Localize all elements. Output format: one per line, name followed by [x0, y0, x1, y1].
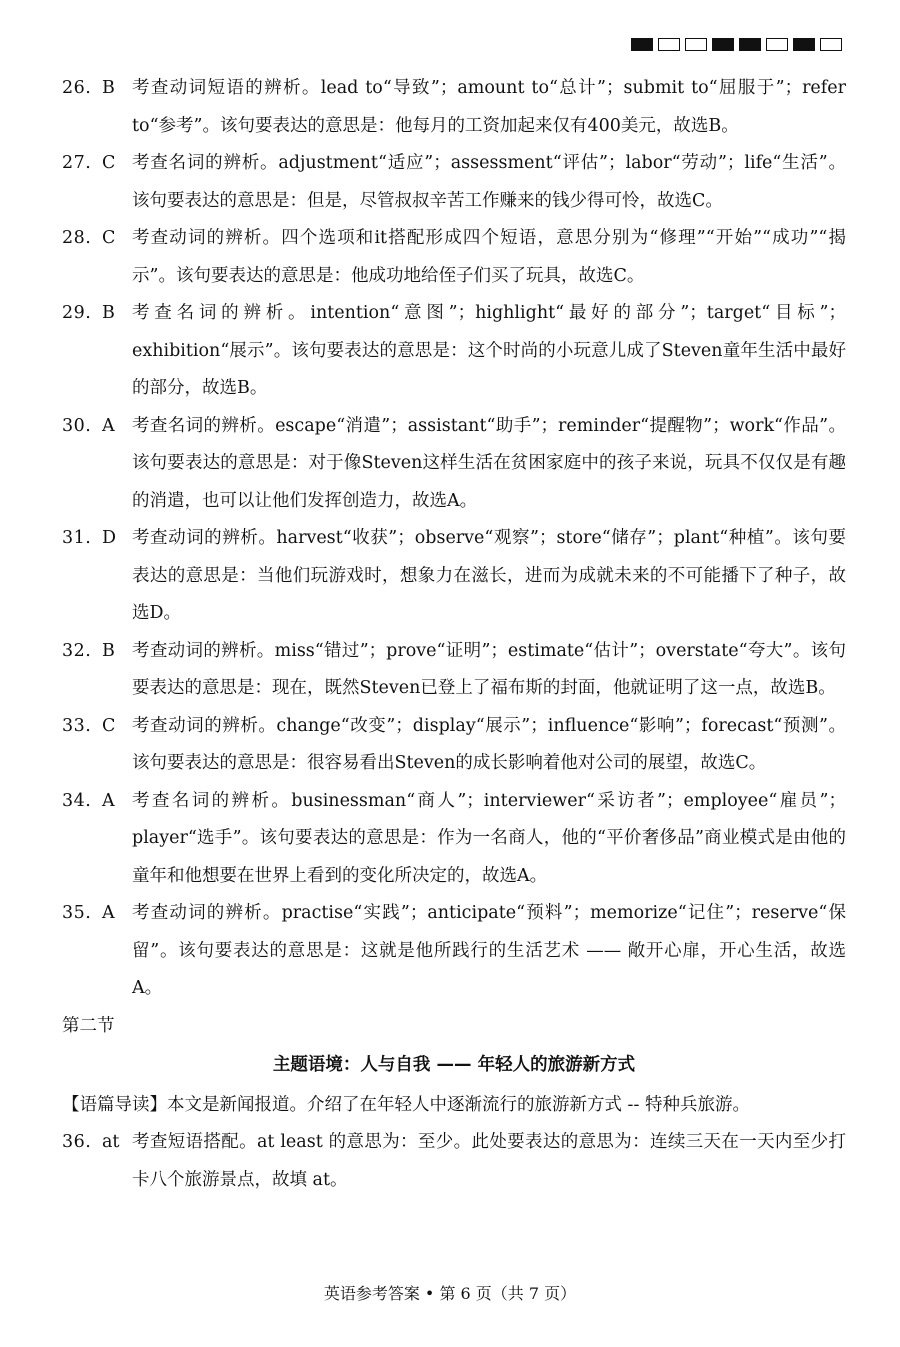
- answer-item-34: [62, 783, 846, 896]
- guide-text: 本文是新闻报道。介绍了在年轻人中逐渐流行的旅游新方式 -- 特种兵旅游。: [167, 1094, 750, 1115]
- question-number: 29.: [62, 303, 92, 323]
- answer-content: [62, 70, 846, 1199]
- answer-letter: C: [102, 715, 116, 736]
- answer-letter: B: [102, 78, 115, 98]
- page-marker-boxes: [631, 38, 842, 51]
- answer-letter: A: [102, 903, 115, 923]
- answer-letter: C: [102, 228, 116, 248]
- marker-box: [739, 38, 761, 51]
- answer-item-35: [62, 895, 846, 1008]
- answer-explanation: 考查动词的辨析。practise“实践”；anticipate“预料”；memorize“记住”；reserve“保留”。该句要表达的意思是：这就是他所践行的生活艺术 —— 敞开心扉，开心生活，故选A。: [132, 903, 846, 998]
- page-footer: 英语参考答案 • 第 6 页（共 7 页）: [323, 1284, 577, 1303]
- answer-explanation: 考查短语搭配。at least 的意思为：至少。此处要表达的意思为：连续三天在一天内至少打卡八个旅游景点，故填 at。: [132, 1132, 846, 1190]
- answer-item-29: [62, 295, 846, 408]
- answer-item-32: [62, 633, 846, 708]
- answer-item-28: [62, 220, 846, 295]
- question-number: 33.: [62, 715, 92, 736]
- question-number: 34.: [62, 790, 92, 811]
- answer-explanation: 考查名词的辨析。adjustment“适应”；assessment“评估”；labor“劳动”；life“生活”。该句要表达的意思是：但是，尽管叔叔辛苦工作赚来的钱少得可怜，故选C。: [132, 153, 846, 211]
- answer-item-27: [62, 145, 846, 220]
- answer-item-33: [62, 708, 846, 783]
- question-number: 32.: [62, 640, 92, 661]
- answer-letter: D: [102, 528, 117, 548]
- answer-explanation: 考查动词的辨析。change“改变”；display“展示”；influence“影响”；forecast“预测”。该句要表达的意思是：很容易看出Steven的成长影响着他对公司的展望，故选C。: [132, 715, 846, 773]
- answer-item-36: [62, 1124, 846, 1199]
- answer-letter: C: [102, 153, 116, 173]
- question-number: 27.: [62, 153, 92, 173]
- guide-tag: 【语篇导读】: [62, 1094, 167, 1115]
- section-label: 第二节: [62, 1015, 115, 1036]
- answer-letter: A: [102, 415, 115, 436]
- answer-item-26: [62, 70, 846, 145]
- question-number: 35.: [62, 903, 92, 923]
- marker-box: [820, 38, 842, 51]
- marker-box: [658, 38, 680, 51]
- answer-item-30: [62, 408, 846, 521]
- answer-explanation: 考查动词的辨析。harvest“收获”；observe“观察”；store“储存”；plant“种植”。该句要表达的意思是：当他们玩游戏时，想象力在滋长，进而为成就未来的不可能播下了种子，故选D。: [132, 528, 846, 623]
- answer-explanation: 考查名词的辨析。intention“意图”；highlight“最好的部分”；target“目标”；exhibition“展示”。该句要表达的意思是：这个时尚的小玩意儿成了Steven童年生活中最好的部分，故选B。: [132, 303, 846, 398]
- marker-box: [712, 38, 734, 51]
- question-number: 30.: [62, 415, 92, 436]
- answer-letter: B: [102, 640, 115, 661]
- answer-letter: B: [102, 303, 115, 323]
- marker-box: [631, 38, 653, 51]
- marker-box: [793, 38, 815, 51]
- answer-item-31: [62, 520, 846, 633]
- answer-explanation: 考查动词短语的辨析。lead to“导致”；amount to“总计”；submit to“屈服于”；refer to“参考”。该句要表达的意思是：他每月的工资加起来仅有400美元，故选B。: [132, 78, 846, 136]
- answer-explanation: 考查名词的辨析。businessman“商人”；interviewer“采访者”；employee“雇员”；player“选手”。该句要表达的意思是：作为一名商人，他的“平价奢侈品”商业模式是由他的童年和他想要在世界上看到的变化所决定的，故选A。: [132, 790, 846, 886]
- answer-explanation: 考查动词的辨析。miss“错过”；prove“证明”；estimate“估计”；overstate“夸大”。该句要表达的意思是：现在，既然Steven已登上了福布斯的封面，他就证明了这一点，故选B。: [132, 640, 846, 698]
- topic-heading: 主题语境：人与自我 —— 年轻人的旅游新方式: [272, 1055, 636, 1075]
- marker-box: [685, 38, 707, 51]
- answer-explanation: 考查动词的辨析。四个选项和it搭配形成四个短语，意思分别为“修理”“开始”“成功”“揭示”。该句要表达的意思是：他成功地给侄子们买了玩具，故选C。: [132, 228, 846, 286]
- question-number: 28.: [62, 228, 92, 248]
- question-number: 26.: [62, 78, 92, 98]
- marker-box: [766, 38, 788, 51]
- answer-word: at: [102, 1132, 120, 1152]
- answer-letter: A: [102, 790, 115, 811]
- answer-explanation: 考查名词的辨析。escape“消遣”；assistant“助手”；reminder“提醒物”；work“作品”。该句要表达的意思是：对于像Steven这样生活在贫困家庭中的孩子来说，玩具不仅仅是有趣的消遣，也可以让他们发挥创造力，故选A。: [132, 415, 846, 511]
- question-number: 36.: [62, 1132, 92, 1152]
- question-number: 31.: [62, 528, 92, 548]
- passage-guide: [62, 1087, 846, 1125]
